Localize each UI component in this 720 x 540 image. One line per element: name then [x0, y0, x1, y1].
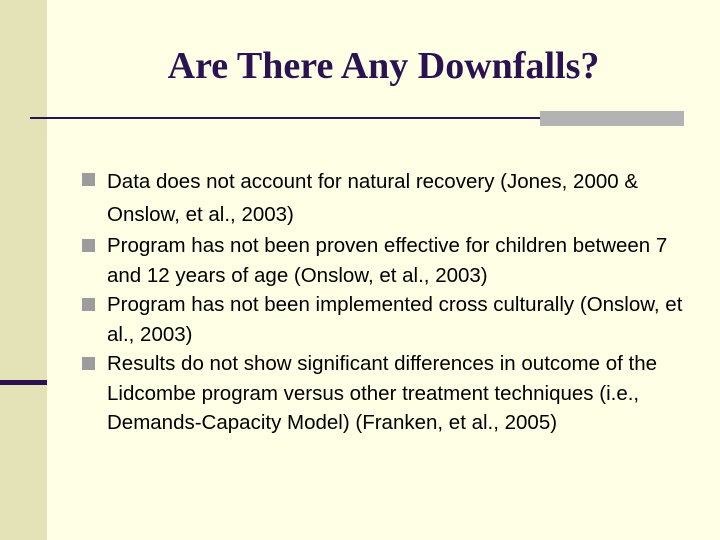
bullet-item [82, 290, 692, 349]
bullet-text: Program has not been proven effective for children between 7 and 12 years of age (Onslow, et al., 2003) [107, 234, 668, 287]
bullet-item [82, 165, 692, 231]
bullet-list [82, 165, 692, 438]
left-decor-band [0, 0, 47, 540]
slide-title: Are There Any Downfalls? [167, 45, 600, 87]
left-accent-bar [0, 380, 47, 385]
bullet-text: Results do not show significant differences in outcome of the Lidcombe program versus other treatment techniques (i.e., Demands-Capacity Model) (Franken, et al., 2005) [107, 352, 658, 434]
square-bullet-icon [82, 173, 95, 186]
square-bullet-icon [82, 357, 95, 370]
square-bullet-icon [82, 239, 95, 252]
square-bullet-icon [82, 298, 95, 311]
bullet-item [82, 231, 692, 290]
title-divider-block [540, 111, 684, 126]
title-divider-line [30, 117, 540, 119]
bullet-text: Data does not account for natural recovery (Jones, 2000 & Onslow, et al., 2003) [107, 170, 639, 226]
bullet-item [82, 349, 692, 438]
bullet-text: Program has not been implemented cross culturally (Onslow, et al., 2003) [107, 293, 683, 346]
